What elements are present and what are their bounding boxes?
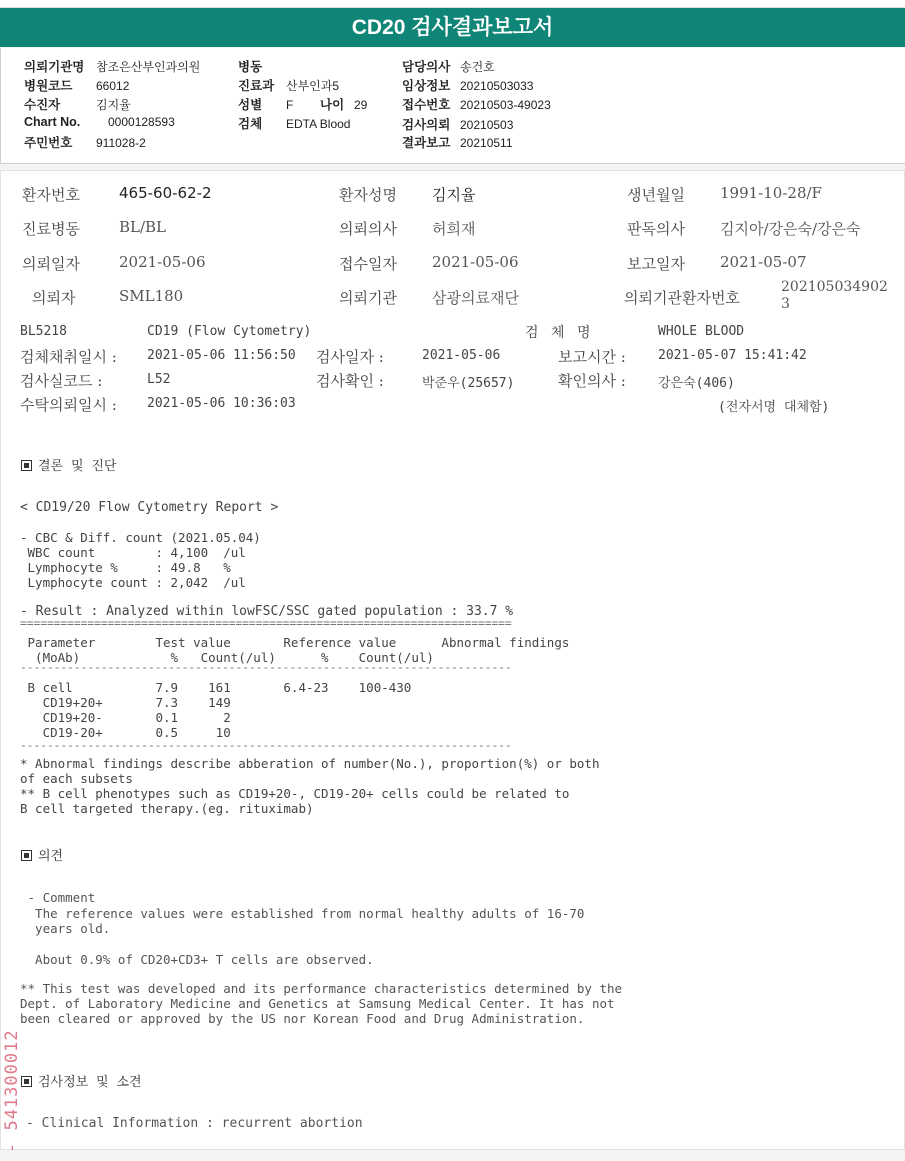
header-field: 검체 EDTA Blood — [238, 117, 351, 131]
confirm-label: 검사확인 : — [316, 372, 384, 390]
patient-value: 2021-05-06 — [432, 253, 519, 271]
header-field: 성별 F 나이 29 — [238, 98, 368, 112]
patient-label: 접수일자 — [339, 255, 397, 273]
specimen-label: 검 체 명 — [525, 325, 591, 341]
double-rule: ========================================================================= — [20, 617, 512, 630]
patient-label: 보고일자 — [627, 255, 685, 273]
header-field: 검사의뢰 20210503 — [402, 118, 514, 132]
header-field: 진료과 산부인과5 — [238, 79, 340, 93]
notes-block: * Abnormal findings describe abberation of number(No.), proportion(%) or both of each subsets ** B cell phenotypes such as CD19+20-, CD19-20+ cells could be related to B cell targeted therapy.(eg. rituximab) — [20, 756, 600, 816]
confirm-value: 박준우(25657) — [422, 376, 515, 391]
lab-code-value: L52 — [147, 372, 171, 387]
patient-value: 삼광의료재단 — [432, 289, 519, 307]
collect-value: 2021-05-06 11:56:50 — [147, 348, 296, 363]
patient-label: 환자성명 — [339, 186, 397, 204]
confirm-doc-value: 강은숙(406) — [658, 376, 735, 391]
clinical-info: - Clinical Information : recurrent abortion — [26, 1116, 363, 1131]
header-info-box — [0, 48, 905, 164]
patient-value: 김지아/강은숙/강은숙 — [720, 220, 861, 238]
header-field: 접수번호 20210503-49023 — [402, 98, 551, 112]
esign-note: (전자서명 대체함) — [718, 400, 830, 415]
cbc-block: - CBC & Diff. count (2021.05.04) WBC count : 4,100 /ul Lymphocyte % : 49.8 % Lymphocyte count : 2,042 /ul — [20, 530, 261, 590]
consign-label: 수탁의뢰일시 : — [20, 396, 117, 414]
header-field: 담당의사 송건호 — [402, 60, 495, 74]
patient-label: 의뢰일자 — [22, 255, 80, 273]
table-header: Parameter Test value Reference value Abnormal findings (MoAb) % Count(/ul) % Count(/ul) — [27, 635, 570, 665]
specimen-value: WHOLE BLOOD — [658, 324, 745, 339]
patient-label: 의뢰의사 — [339, 220, 397, 238]
report-time-value: 2021-05-07 15:41:42 — [658, 348, 807, 363]
patient-value: BL/BL — [119, 218, 167, 236]
confirm-doc-label: 확인의사 : — [558, 372, 626, 390]
table-rule: ------------------------------------------------------------------------- — [20, 739, 512, 752]
test-code: BL5218 — [20, 324, 67, 339]
patient-value: 465-60-62-2 — [119, 184, 212, 202]
top-edge — [0, 0, 905, 8]
section-clinical-info: 검사정보 및 소견 — [21, 1071, 142, 1090]
patient-value-cont: 3 — [781, 296, 790, 312]
consign-value: 2021-05-06 10:36:03 — [147, 396, 296, 411]
side-stamp: - 541300012 — [2, 1029, 22, 1153]
header-field: 병원코드 66012 — [24, 79, 130, 93]
header-field: 임상정보 20210503033 — [402, 79, 534, 93]
patient-value: 2021-05-07 — [720, 253, 807, 271]
header-field: 결과보고 20210511 — [402, 136, 513, 150]
header-field: 주민번호 911028-2 — [24, 136, 146, 150]
section-conclusion: 결론 및 진단 — [21, 455, 116, 474]
header-field: 수진자 김지율 — [24, 98, 131, 112]
patient-value: 김지율 — [432, 186, 476, 204]
patient-label: 생년월일 — [627, 186, 685, 204]
patient-value: SML180 — [119, 287, 184, 305]
test-name: CD19 (Flow Cytometry) — [147, 324, 312, 339]
test-date-value: 2021-05-06 — [422, 348, 501, 363]
square-bullet-icon — [21, 460, 32, 471]
patient-label: 의뢰기관환자번호 — [624, 289, 740, 307]
patient-value: 허희재 — [432, 220, 476, 238]
patient-label: 진료병동 — [22, 220, 80, 238]
header-field: 의뢰기관명 참조은산부인과의원 — [24, 60, 201, 74]
header-field: 병동 — [238, 60, 263, 74]
disclaimer-block: ** This test was developed and its performance characteristics determined by the Dept. of Laboratory Medicine and Genetics at Samsung Medical Center. It has not been cleared or approved by the US nor Korean Food and Drug Administration. — [20, 981, 623, 1026]
patient-label: 의뢰자 — [32, 289, 76, 307]
collect-label: 검체채취일시 : — [20, 348, 117, 366]
patient-value: 2021-05-06 — [119, 253, 206, 271]
patient-value: 202105034902 — [781, 279, 888, 295]
test-date-label: 검사일자 : — [316, 348, 384, 366]
report-time-label: 보고시간 : — [558, 348, 626, 366]
table-rule: ------------------------------------------------------------------------- — [20, 661, 512, 674]
table-rows: B cell 7.9 161 6.4-23 100-430 CD19+20+ 7.3 149 CD19+20- 0.1 2 CD19-20+ 0.5 10 — [27, 680, 412, 740]
report-title: CD20 검사결과보고서 — [0, 8, 905, 47]
header-field: Chart No. 0000128593 — [24, 115, 175, 129]
patient-label: 의뢰기관 — [339, 289, 397, 307]
result-line: - Result : Analyzed within lowFSC/SSC gated population : 33.7 % — [20, 604, 514, 619]
patient-label: 판독의사 — [627, 220, 685, 238]
lab-code-label: 검사실코드 : — [20, 372, 103, 390]
report-heading: < CD19/20 Flow Cytometry Report > — [20, 500, 279, 515]
comment-block: - Comment The reference values were established from normal healthy adults of 16-70 years old. About 0.9% of CD20+CD3+ T cells are observed. — [27, 890, 585, 967]
patient-value: 1991-10-28/F — [720, 184, 822, 202]
section-opinion: 의견 — [21, 845, 63, 864]
patient-label: 환자번호 — [22, 186, 80, 204]
square-bullet-icon — [21, 850, 32, 861]
